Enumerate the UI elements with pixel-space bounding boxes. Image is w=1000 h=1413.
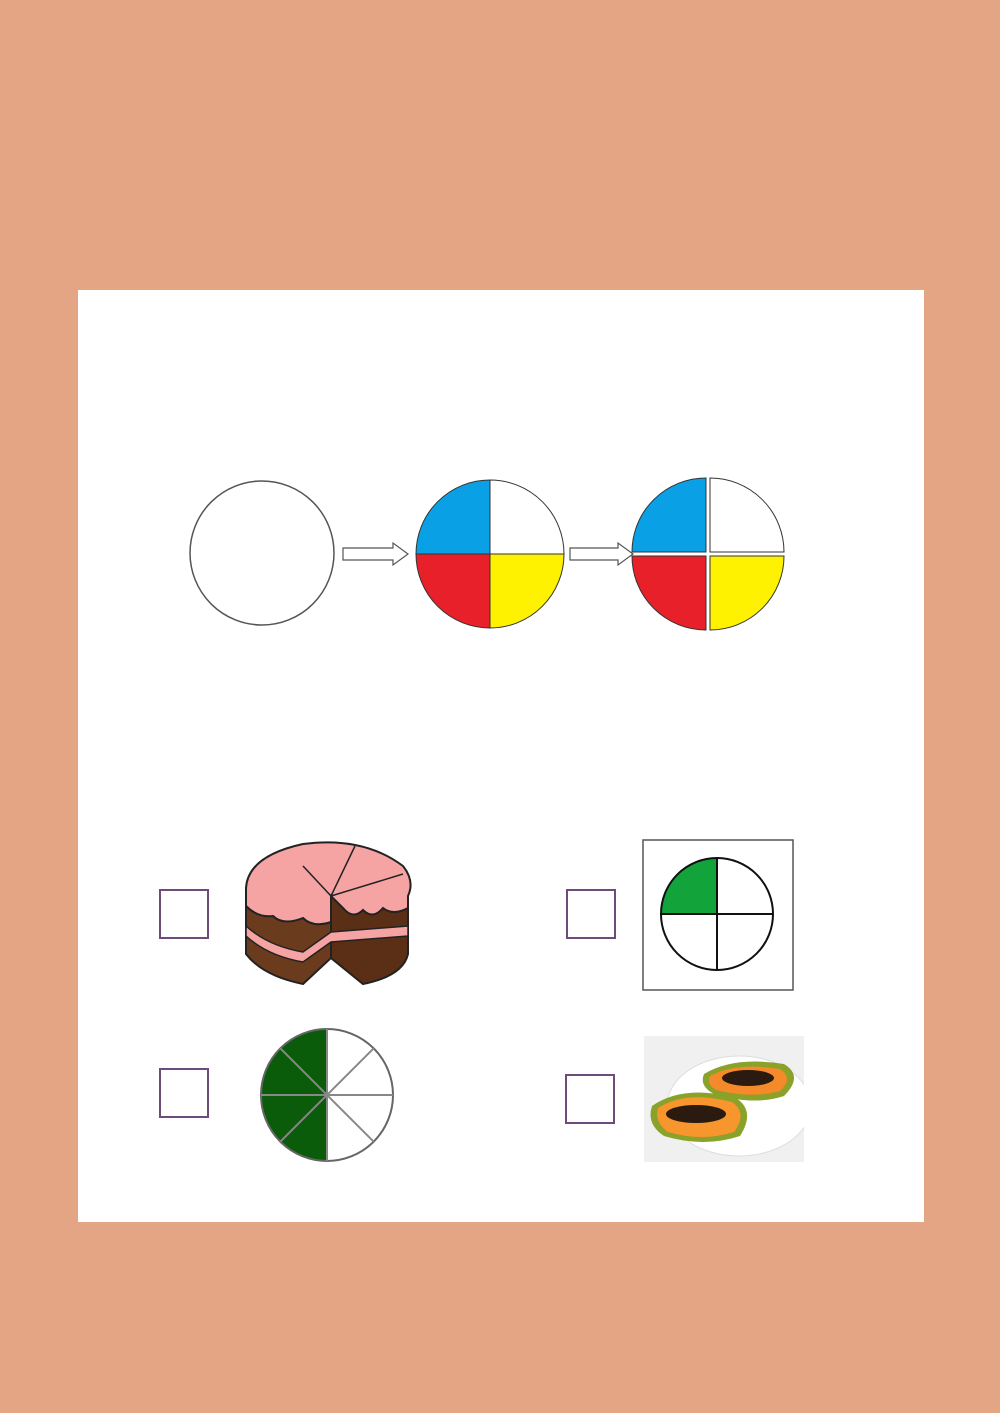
answer-checkbox-3[interactable] xyxy=(159,1068,209,1118)
separated-quarters xyxy=(632,478,784,630)
worksheet-panel xyxy=(78,290,924,1222)
arrow-icon xyxy=(570,543,633,565)
fraction-diagram xyxy=(178,470,818,645)
circle-eighths-icon xyxy=(258,1026,396,1164)
answer-checkbox-2[interactable] xyxy=(566,889,616,939)
pencil-border-top xyxy=(0,0,1000,170)
whole-cake-circle xyxy=(190,481,334,625)
cake-icon xyxy=(243,836,413,992)
answer-checkbox-4[interactable] xyxy=(565,1074,615,1124)
papaya-icon xyxy=(644,1036,804,1162)
circle-quarter-icon xyxy=(642,839,794,991)
arrow-icon xyxy=(343,543,408,565)
answer-checkbox-1[interactable] xyxy=(159,889,209,939)
pencil-border-bottom xyxy=(0,1240,1000,1413)
quartered-circle xyxy=(416,480,564,628)
